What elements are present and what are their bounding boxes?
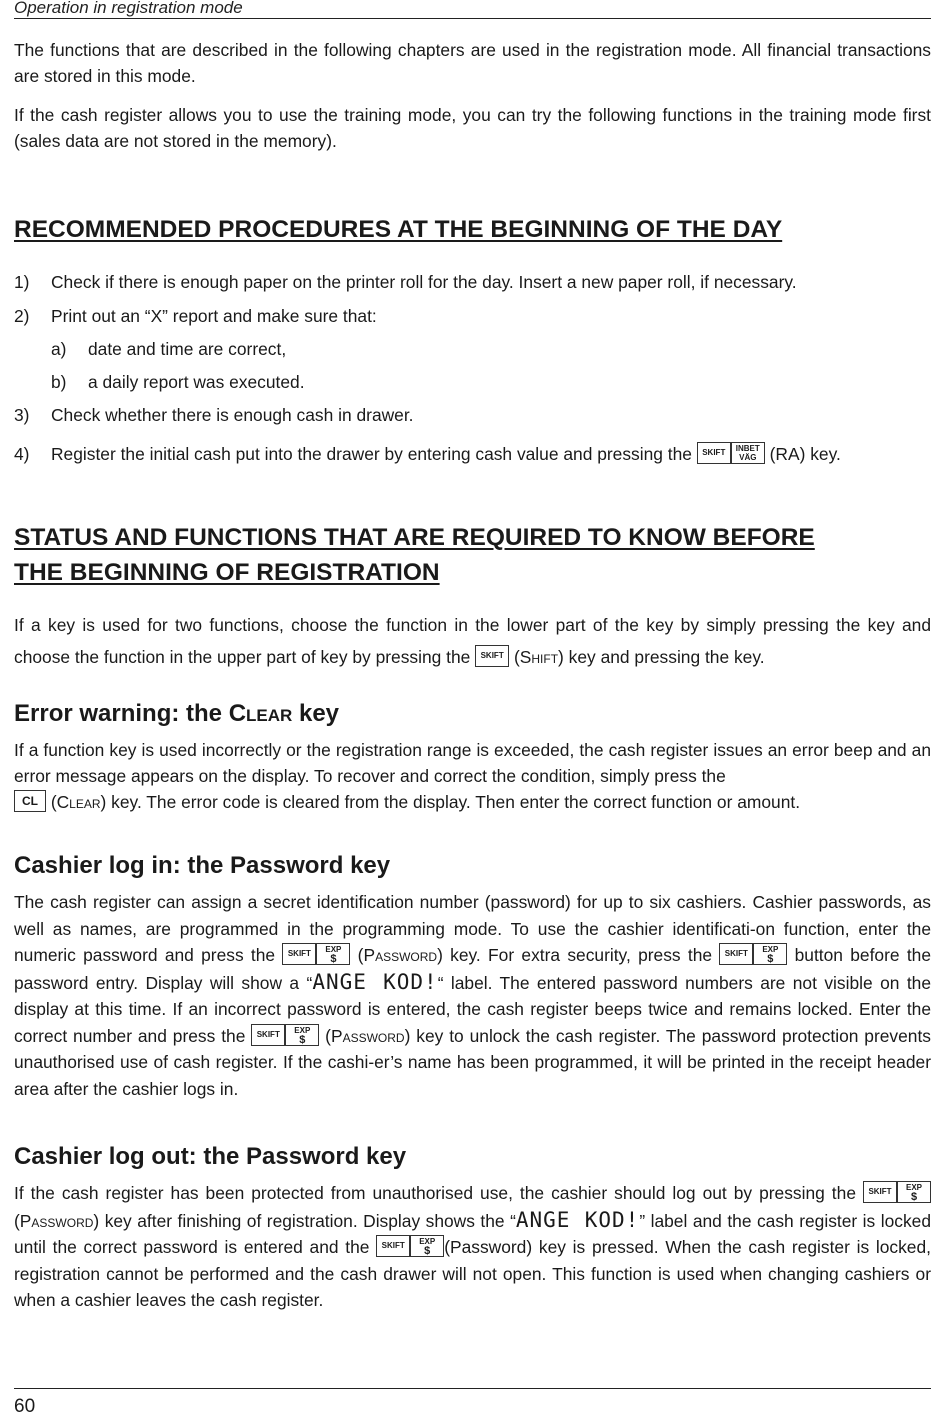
login-text-1: The cash register can assign a secret identification number (password) for up to six cashiers. Cashier passwords, as well as names, are programmed in the programming mode. To use the cashier identificati-on function, enter the numeric password and press the bbox=[14, 892, 931, 965]
key-bottom-label: VÄG bbox=[739, 453, 757, 463]
intro-paragraph-1 bbox=[14, 37, 931, 89]
cl-key: CL bbox=[14, 790, 46, 812]
heading-part: key bbox=[292, 700, 340, 727]
section-title-recommended: RECOMMENDED PROCEDURES AT THE BEGINNING OF THE DAY bbox=[14, 216, 783, 243]
list-text: Print out an “X” report and make sure that: bbox=[51, 306, 377, 326]
exp-password-key bbox=[753, 943, 787, 965]
page-footer bbox=[14, 1388, 931, 1425]
password-key-name: Password bbox=[19, 1210, 94, 1231]
logout-text-4: (Password) key is pressed. When the cash register is locked, registration cannot be performed and the cash drawer will not open. This function is used when changing cashiers or when a cashier leaves the cash register. bbox=[14, 1237, 931, 1310]
display-message: ANGE KOD! bbox=[312, 969, 438, 994]
skift-key: SKIFT bbox=[863, 1181, 897, 1203]
key-bottom-label: $ bbox=[330, 953, 337, 966]
list-text-suffix: (RA) key. bbox=[769, 444, 841, 464]
logout-text-2: key after finishing of registration. Display shows the “ bbox=[104, 1210, 516, 1231]
exp-password-key bbox=[897, 1181, 931, 1203]
error-warning-paragraph: If a function key is used incorrectly or the registration range is exceeded, the cash register issues an error beep and an error message appears on the display. To recover and correct the condition, simply press the CL (Clear) key. The error code is cleared from the display. Then enter the correct function or amount. bbox=[14, 740, 931, 812]
key-bottom-label: $ bbox=[299, 1033, 306, 1046]
skift-key: SKIFT bbox=[251, 1024, 285, 1046]
key-top-label: EXP bbox=[419, 1237, 436, 1247]
key-bottom-label: $ bbox=[767, 953, 774, 966]
login-text-4: “ label. The entered password numbers are not visible on the display at this time. If an incorrect password is entered, the cash register beeps twice and remains locked. Enter the correct number and press the bbox=[14, 972, 932, 1046]
section-title-line-2: THE BEGINNING OF REGISTRATION bbox=[14, 559, 440, 586]
exp-password-key bbox=[410, 1235, 444, 1257]
list-number: 3) bbox=[14, 405, 30, 425]
heading-key-name: Clear bbox=[228, 700, 293, 727]
list-item bbox=[14, 270, 797, 294]
key-top-label: INBET bbox=[735, 444, 760, 454]
list-number: a) bbox=[51, 339, 67, 359]
password-key-name: Password bbox=[363, 945, 438, 965]
skift-key: SKIFT bbox=[475, 645, 509, 667]
cashier-logout-heading: Cashier log out: the Password key bbox=[14, 1143, 407, 1170]
login-text-5: key to unlock the cash register. The password protection prevents unauthorised use of cash register. If the cashi-er’s name has been programmed, it will be printed in the receipt header area after the cashier logs in. bbox=[14, 1025, 932, 1099]
list-text: Register the initial cash put into the drawer by entering cash value and pressing the bbox=[51, 444, 692, 464]
heading-part: Error warning: the bbox=[14, 700, 229, 727]
exp-password-key bbox=[316, 943, 350, 965]
status-text-2: key and pressing the key. bbox=[568, 647, 765, 667]
status-text-1: If a key is used for two functions, choose the function in the lower part of the key by simply pressing the key and choose the function in the upper part of key by pressing the bbox=[14, 615, 931, 667]
error-text-1: If a function key is used incorrectly or the registration range is exceeded, the cash register issues an error beep and an error message appears on the display. To recover and correct the condition, simply press the bbox=[14, 740, 931, 786]
list-text: Check if there is enough paper on the printer roll for the day. Insert a new paper roll, if necessary. bbox=[51, 272, 797, 292]
clear-key-name: Clear bbox=[56, 792, 101, 812]
status-paragraph: If a key is used for two functions, choose the function in the lower part of the key by simply pressing the key and choose the function in the upper part of key by pressing the SKIFT (Shift) key and pressing the key. bbox=[14, 615, 931, 667]
key-top-label: EXP bbox=[325, 945, 342, 955]
password-key-name: Password bbox=[330, 1025, 405, 1046]
running-header: Operation in registration mode bbox=[14, 0, 931, 19]
logout-text-1: If the cash register has been protected from unauthorised use, the cashier should log out by pressing the bbox=[14, 1183, 856, 1203]
list-text: date and time are correct, bbox=[88, 339, 287, 359]
list-number: 4) bbox=[14, 444, 30, 464]
key-top-label: EXP bbox=[762, 945, 779, 955]
cashier-login-heading: Cashier log in: the Password key bbox=[14, 852, 391, 879]
cashier-login-paragraph: The cash register can assign a secret identification number (password) for up to six cashiers. Cashier passwords, as well as names, are programmed in the programming mode. To use the cashier identificati-on function, enter the numeric password and press the SKIFT EXP $ (Password) key. For extra security, press the SKIFT EXP $ button before the password entry. Display will show a “ANGE KOD!“ label. The entered password numbers are not visible on the display at this time. If an incorrect password is entered, the cash register beeps twice and remains locked. Enter the correct number and press the SKIFT EXP $ (Password) key to unlock the cash register. The password protection prevents unauthorised use of cash register. If the cashi-er’s name has been programmed, it will be printed in the receipt header area after the cashier logs in. bbox=[14, 892, 932, 1099]
skift-key: SKIFT bbox=[282, 943, 316, 965]
key-bottom-label: $ bbox=[910, 1191, 918, 1204]
list-number: b) bbox=[51, 372, 67, 392]
section-title-status bbox=[14, 520, 931, 590]
shift-key-name: Shift bbox=[519, 647, 559, 667]
list-item bbox=[14, 442, 841, 466]
skift-key: SKIFT bbox=[719, 943, 753, 965]
logout-text-3: ” label and the cash register is locked until the correct password is entered and the bbox=[14, 1210, 931, 1257]
list-text: a daily report was executed. bbox=[88, 372, 305, 392]
page-number: 60 bbox=[14, 1396, 36, 1417]
intro-text-2: If the cash register allows you to use the training mode, you can try the following functions in the training mode first (sales data are not stored in the memory). bbox=[14, 105, 931, 151]
list-number: 1) bbox=[14, 272, 30, 292]
sub-list-item bbox=[51, 370, 305, 394]
list-item bbox=[14, 403, 414, 427]
inbet-vag-key bbox=[731, 442, 765, 464]
skift-key: SKIFT bbox=[697, 442, 731, 464]
error-text-2: key. The error code is cleared from the display. Then enter the correct function or amount. bbox=[111, 792, 801, 812]
intro-text-1: The functions that are described in the following chapters are used in the registration mode. All financial transactions are stored in this mode. bbox=[14, 40, 931, 86]
intro-paragraph-2 bbox=[14, 102, 931, 154]
sub-list-item bbox=[51, 337, 286, 361]
key-bottom-label: $ bbox=[424, 1245, 431, 1258]
login-text-2: key. For extra security, press the bbox=[450, 945, 713, 965]
list-item bbox=[14, 304, 377, 328]
cashier-logout-paragraph: If the cash register has been protected from unauthorised use, the cashier should log out by pressing the SKIFT EXP $ (Password) key after finishing of registration. Display shows the “ANGE KOD!” label and the cash register is locked until the correct password is entered and the SKIFT EXP $ (Password) key is pressed. When the cash register is locked, registration cannot be performed and the cash drawer will not open. This function is used when changing cashiers or when a cashier leaves the cash register. bbox=[14, 1183, 931, 1310]
key-top-label: EXP bbox=[905, 1183, 922, 1193]
display-message: ANGE KOD! bbox=[515, 1207, 640, 1232]
skift-key: SKIFT bbox=[376, 1235, 410, 1257]
login-text-3: button before the password entry. Display will show a “ bbox=[14, 945, 931, 993]
section-title-line-1: STATUS AND FUNCTIONS THAT ARE REQUIRED TO KNOW BEFORE bbox=[14, 524, 815, 551]
key-top-label: EXP bbox=[294, 1025, 311, 1035]
list-text: Check whether there is enough cash in drawer. bbox=[51, 405, 414, 425]
error-warning-heading bbox=[14, 698, 931, 730]
list-number: 2) bbox=[14, 306, 30, 326]
exp-password-key bbox=[285, 1024, 319, 1046]
